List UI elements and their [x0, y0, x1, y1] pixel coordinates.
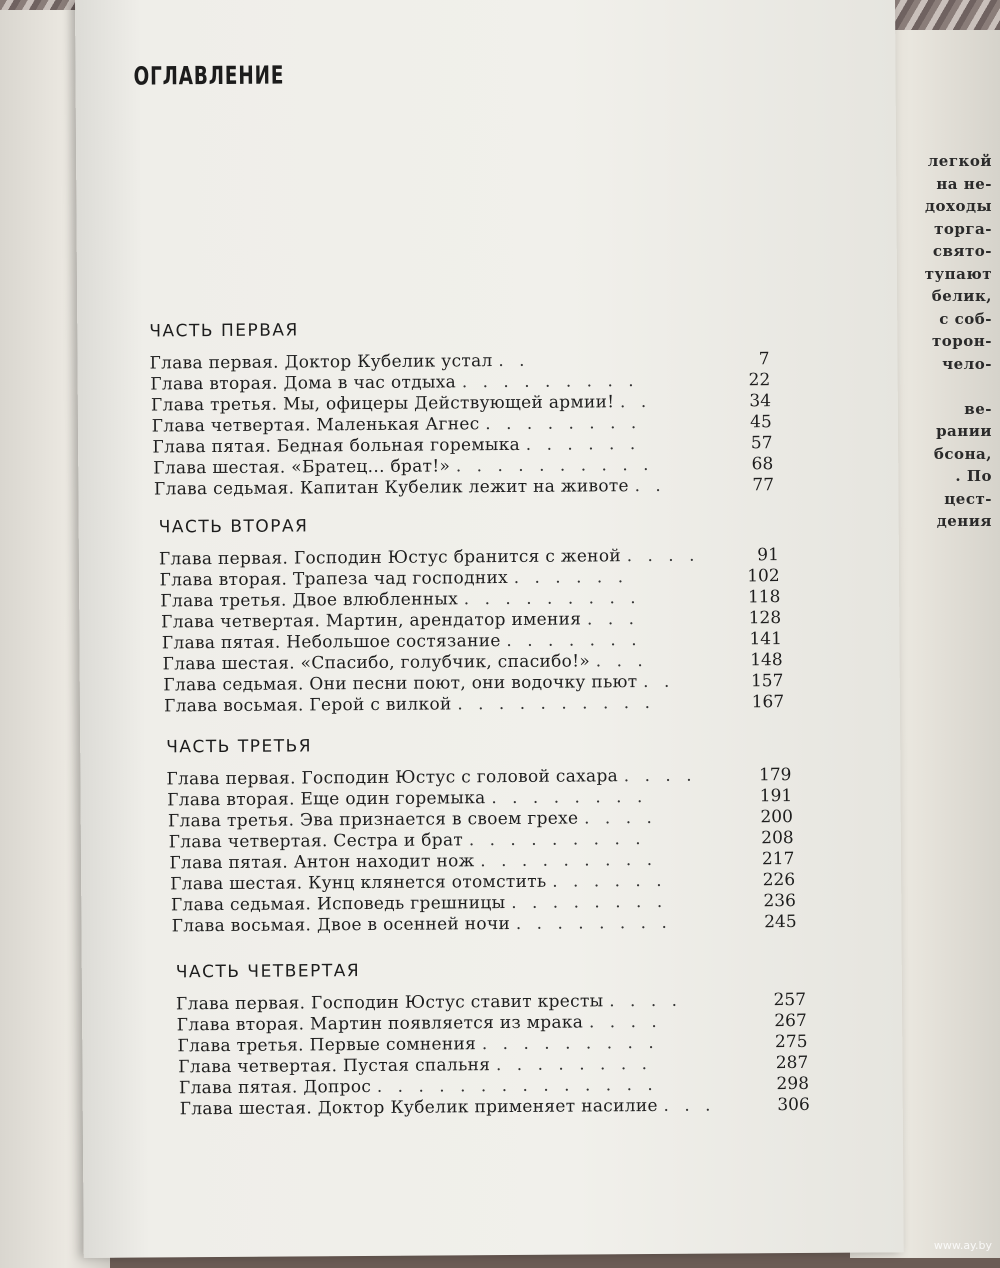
toc-entry: [172, 912, 797, 937]
right-page-fragment: рании: [936, 422, 992, 440]
leader-dots: . . . . . . . . . .: [457, 692, 656, 715]
chapter-title: Глава вторая. Мартин появляется из мрака: [176, 1012, 589, 1036]
page-number: 179: [758, 765, 792, 786]
chapter-title: Глава шестая. «Спасибо, голубчик, спасибо!»: [162, 651, 596, 675]
chapter-title: Глава седьмая. Исповедь грешницы: [170, 892, 512, 916]
page-number: 34: [749, 391, 772, 412]
right-page-fragment: тупают: [924, 264, 992, 283]
chapter-title: Глава первая. Господин Юстус с головой сахара: [166, 766, 624, 790]
page-number: 208: [761, 828, 794, 849]
leader-dots: . . . .: [584, 807, 657, 829]
right-page-fragment: бсона,: [933, 444, 992, 463]
leader-dots: . . . . . . .: [506, 630, 642, 652]
page-number: 306: [777, 1094, 810, 1116]
toc-entry: [180, 1095, 810, 1120]
page-number: 102: [747, 566, 780, 587]
leader-dots: . . . . . . . . .: [480, 849, 658, 872]
leader-dots: . . . . . . . . .: [463, 588, 641, 610]
chapter-title: Глава восьмая. Двое в осенней ночи: [171, 913, 516, 937]
chapter-title: Глава четвертая. Сестра и брат: [168, 830, 469, 853]
watermark: www.ay.by: [933, 1239, 992, 1252]
leader-dots: . . . .: [623, 765, 697, 787]
leader-dots: . . .: [663, 1095, 716, 1116]
page-number: 148: [750, 650, 783, 671]
page-number: 226: [762, 869, 796, 891]
right-page-fragment: чело-: [942, 354, 992, 373]
chapter-title: Глава вторая. Дома в час отдыха: [150, 372, 462, 395]
chapter-title: Глава шестая. «Братец... брат!»: [153, 456, 456, 479]
page-number: 200: [760, 807, 793, 828]
leader-dots: . .: [634, 475, 666, 497]
leader-dots: . . . . . . . . .: [468, 829, 646, 851]
page-title: ОГЛАВЛЕНИЕ: [133, 60, 285, 91]
right-page-fragment: доходы: [925, 197, 992, 215]
page-number: 167: [751, 692, 785, 713]
page-number: 157: [750, 671, 784, 692]
page-number: 45: [750, 412, 772, 433]
page-number: 7: [758, 349, 770, 370]
part-heading: ЧАСТЬ ТРЕТЬЯ: [166, 736, 313, 758]
right-page-fragment: . По: [955, 467, 992, 485]
page-number: 191: [759, 786, 793, 807]
leader-dots: . .: [643, 671, 675, 693]
leader-dots: . . .: [586, 609, 640, 630]
page-number: 298: [776, 1073, 810, 1095]
leader-dots: . .: [498, 350, 530, 372]
page-number: 267: [774, 1010, 807, 1032]
leader-dots: . . . . . . . . .: [461, 371, 639, 393]
chapter-title: Глава третья. Эва признается в своем грехе: [167, 808, 585, 832]
chapter-title: Глава четвертая. Пустая спальня: [178, 1055, 497, 1078]
leader-dots: . . . . . . . .: [495, 1053, 653, 1076]
part-heading: ЧАСТЬ ЧЕТВЕРТАЯ: [175, 961, 361, 983]
page-number: 118: [747, 587, 781, 608]
page-number: 217: [761, 848, 795, 870]
leader-dots: . .: [619, 391, 652, 413]
chapter-title: Глава шестая. Доктор Кубелик применяет насилие: [179, 1095, 664, 1120]
page-number: 275: [774, 1031, 808, 1053]
toc-entry: [164, 692, 784, 717]
chapter-title: Глава пятая. Антон находит нож: [169, 851, 481, 874]
page-number: 68: [751, 454, 774, 475]
chapter-title: Глава седьмая. Капитан Кубелик лежит на животе: [153, 476, 635, 500]
leader-dots: . . . . . . . .: [511, 891, 668, 913]
leader-dots: . . . . . .: [552, 870, 667, 892]
part-heading: ЧАСТЬ ПЕРВАЯ: [149, 320, 299, 342]
leader-dots: . . . . . . . .: [515, 912, 672, 934]
leader-dots: . . . . . . . . . . . . . .: [376, 1074, 658, 1097]
right-page-fragment: с соб-: [939, 309, 992, 328]
leader-dots: . . . . . .: [513, 567, 629, 588]
chapter-title: Глава шестая. Кунц клянется отомстить: [170, 871, 553, 895]
page-number: 257: [773, 989, 807, 1011]
leader-dots: . . . .: [626, 545, 700, 567]
right-page-fragment: цест-: [944, 489, 992, 508]
chapter-title: Глава пятая. Небольшое состязание: [161, 631, 507, 654]
right-page-fragment: торон-: [932, 332, 992, 350]
leader-dots: . . .: [595, 651, 648, 672]
right-page-fragment: ве-: [964, 399, 992, 418]
chapter-title: Глава третья. Мы, офицеры Действующей армии!: [150, 392, 621, 416]
chapter-title: Глава первая. Господин Юстус бранится с женой: [158, 546, 627, 570]
part-heading: ЧАСТЬ ВТОРАЯ: [158, 516, 309, 538]
chapter-title: Глава вторая. Трапеза чад господних: [159, 567, 514, 591]
page-number: 236: [763, 890, 796, 912]
chapter-title: Глава третья. Первые сомнения: [177, 1034, 482, 1057]
page-number: 287: [775, 1052, 809, 1074]
page-number: 245: [764, 911, 797, 933]
right-page-fragment: торга-: [934, 219, 992, 238]
leader-dots: . . . . . .: [525, 434, 641, 455]
right-page-fragment: на не-: [936, 174, 992, 193]
leader-dots: . . . . . . . .: [491, 787, 648, 809]
right-page-fragment: легкой: [927, 152, 992, 170]
chapter-title: Глава пятая. Допрос: [178, 1076, 377, 1099]
chapter-title: Глава четвертая. Мартин, арендатор имения: [161, 609, 588, 633]
page-number: 141: [749, 629, 782, 650]
leader-dots: . . . .: [609, 990, 683, 1012]
chapter-title: Глава первая. Доктор Кубелик устал: [149, 351, 499, 374]
right-page-fragment: свято-: [932, 242, 992, 260]
page-number: 22: [748, 370, 771, 391]
chapter-title: Глава четвертая. Маленькая Агнес: [151, 414, 486, 437]
leader-dots: . . . . . . . . .: [481, 1032, 659, 1055]
page-number: 91: [757, 545, 779, 566]
leader-dots: . . . . . . . .: [485, 413, 642, 435]
contents-page: [75, 0, 904, 1258]
chapter-title: Глава восьмая. Герой с вилкой: [164, 694, 458, 717]
page-number: 57: [750, 433, 773, 454]
leader-dots: . . . . . . . . . .: [455, 454, 654, 477]
toc-entry: [154, 475, 774, 500]
right-page-fragment: дения: [936, 512, 992, 530]
right-page-fragment: белик,: [931, 287, 992, 305]
chapter-title: Глава вторая. Еще один горемыка: [167, 788, 492, 811]
chapter-title: Глава пятая. Бедная больная горемыка: [152, 434, 526, 458]
chapter-title: Глава третья. Двое влюбленных: [160, 589, 464, 612]
chapter-title: Глава седьмая. Они песни поют, они водочку пьют: [163, 672, 644, 696]
leader-dots: . . . .: [588, 1011, 662, 1033]
page-number: 77: [752, 475, 775, 496]
chapter-title: Глава первая. Господин Юстус ставит кресты: [175, 991, 610, 1015]
page-number: 128: [748, 608, 782, 629]
